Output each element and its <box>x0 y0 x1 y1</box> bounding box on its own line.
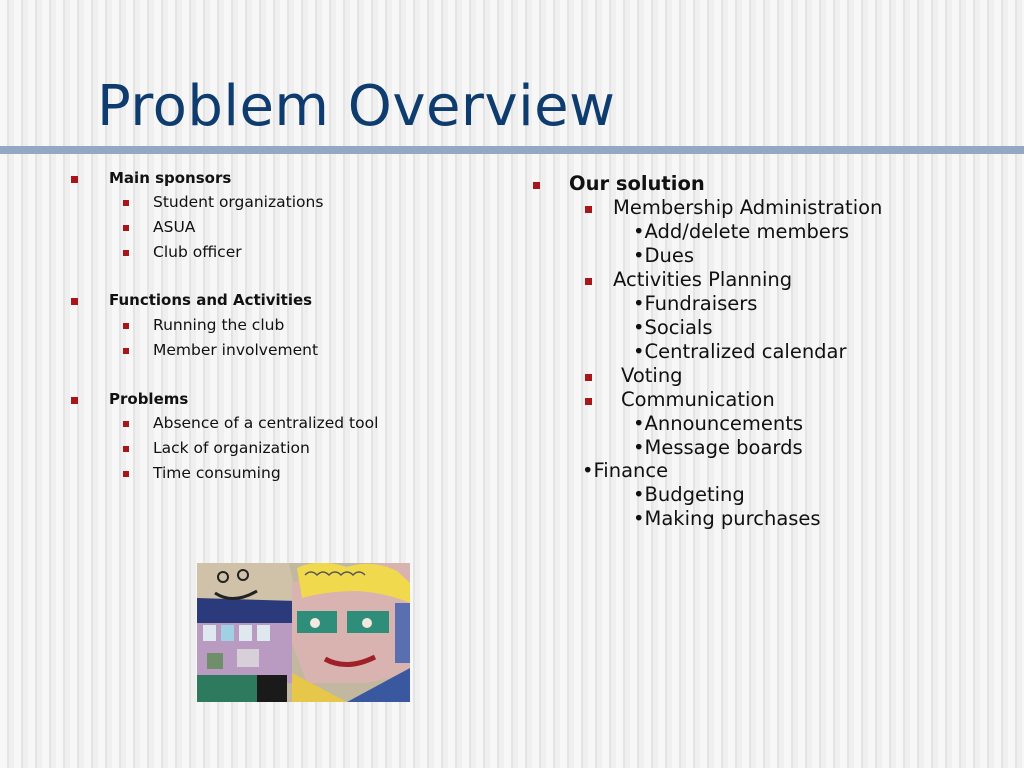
heading-main-sponsors: Main sponsors <box>109 169 232 187</box>
bullet-icon <box>123 471 129 477</box>
bullet-icon <box>71 176 78 183</box>
heading-our-solution: Our solution <box>569 172 705 195</box>
bullet-icon <box>123 200 129 206</box>
title-divider <box>0 146 1024 154</box>
bullet-icon <box>123 323 129 329</box>
list-item: •Centralized calendar <box>633 340 847 363</box>
bullet-icon <box>533 182 540 189</box>
list-item: Student organizations <box>153 193 324 211</box>
list-item: •Add/delete members <box>633 220 849 243</box>
bullet-icon <box>123 446 129 452</box>
list-item: Member involvement <box>153 341 319 359</box>
list-item: Communication <box>621 388 775 411</box>
bullet-icon <box>585 278 592 285</box>
heading-problems: Problems <box>109 390 189 408</box>
list-item: Activities Planning <box>613 268 793 291</box>
list-item: •Message boards <box>633 436 803 459</box>
bullet-icon <box>123 348 129 354</box>
list-item: Membership Administration <box>613 196 883 219</box>
list-item: •Socials <box>633 316 713 339</box>
list-item: ASUA <box>153 218 196 236</box>
list-item: •Announcements <box>633 412 804 435</box>
bullet-icon <box>585 374 592 381</box>
list-item: •Dues <box>633 244 695 267</box>
bullet-icon <box>71 397 78 404</box>
list-item: Time consuming <box>153 464 281 482</box>
list-item: Club officer <box>153 243 242 261</box>
bullet-icon <box>123 225 129 231</box>
list-item: Lack of organization <box>153 439 310 457</box>
list-item: Voting <box>621 364 683 387</box>
list-item: •Finance <box>582 459 669 482</box>
bullet-icon <box>585 206 592 213</box>
slide-title: Problem Overview <box>97 74 616 139</box>
list-item: •Making purchases <box>633 507 821 530</box>
bullet-icon <box>123 250 129 256</box>
bullet-icon <box>123 421 129 427</box>
list-item: Running the club <box>153 316 285 334</box>
heading-functions: Functions and Activities <box>109 291 313 309</box>
list-item: •Budgeting <box>633 483 745 506</box>
list-item: •Fundraisers <box>633 292 758 315</box>
bullet-icon <box>71 298 78 305</box>
mural-artwork-image <box>197 563 410 702</box>
list-item: Absence of a centralized tool <box>153 414 379 432</box>
bullet-icon <box>585 398 592 405</box>
